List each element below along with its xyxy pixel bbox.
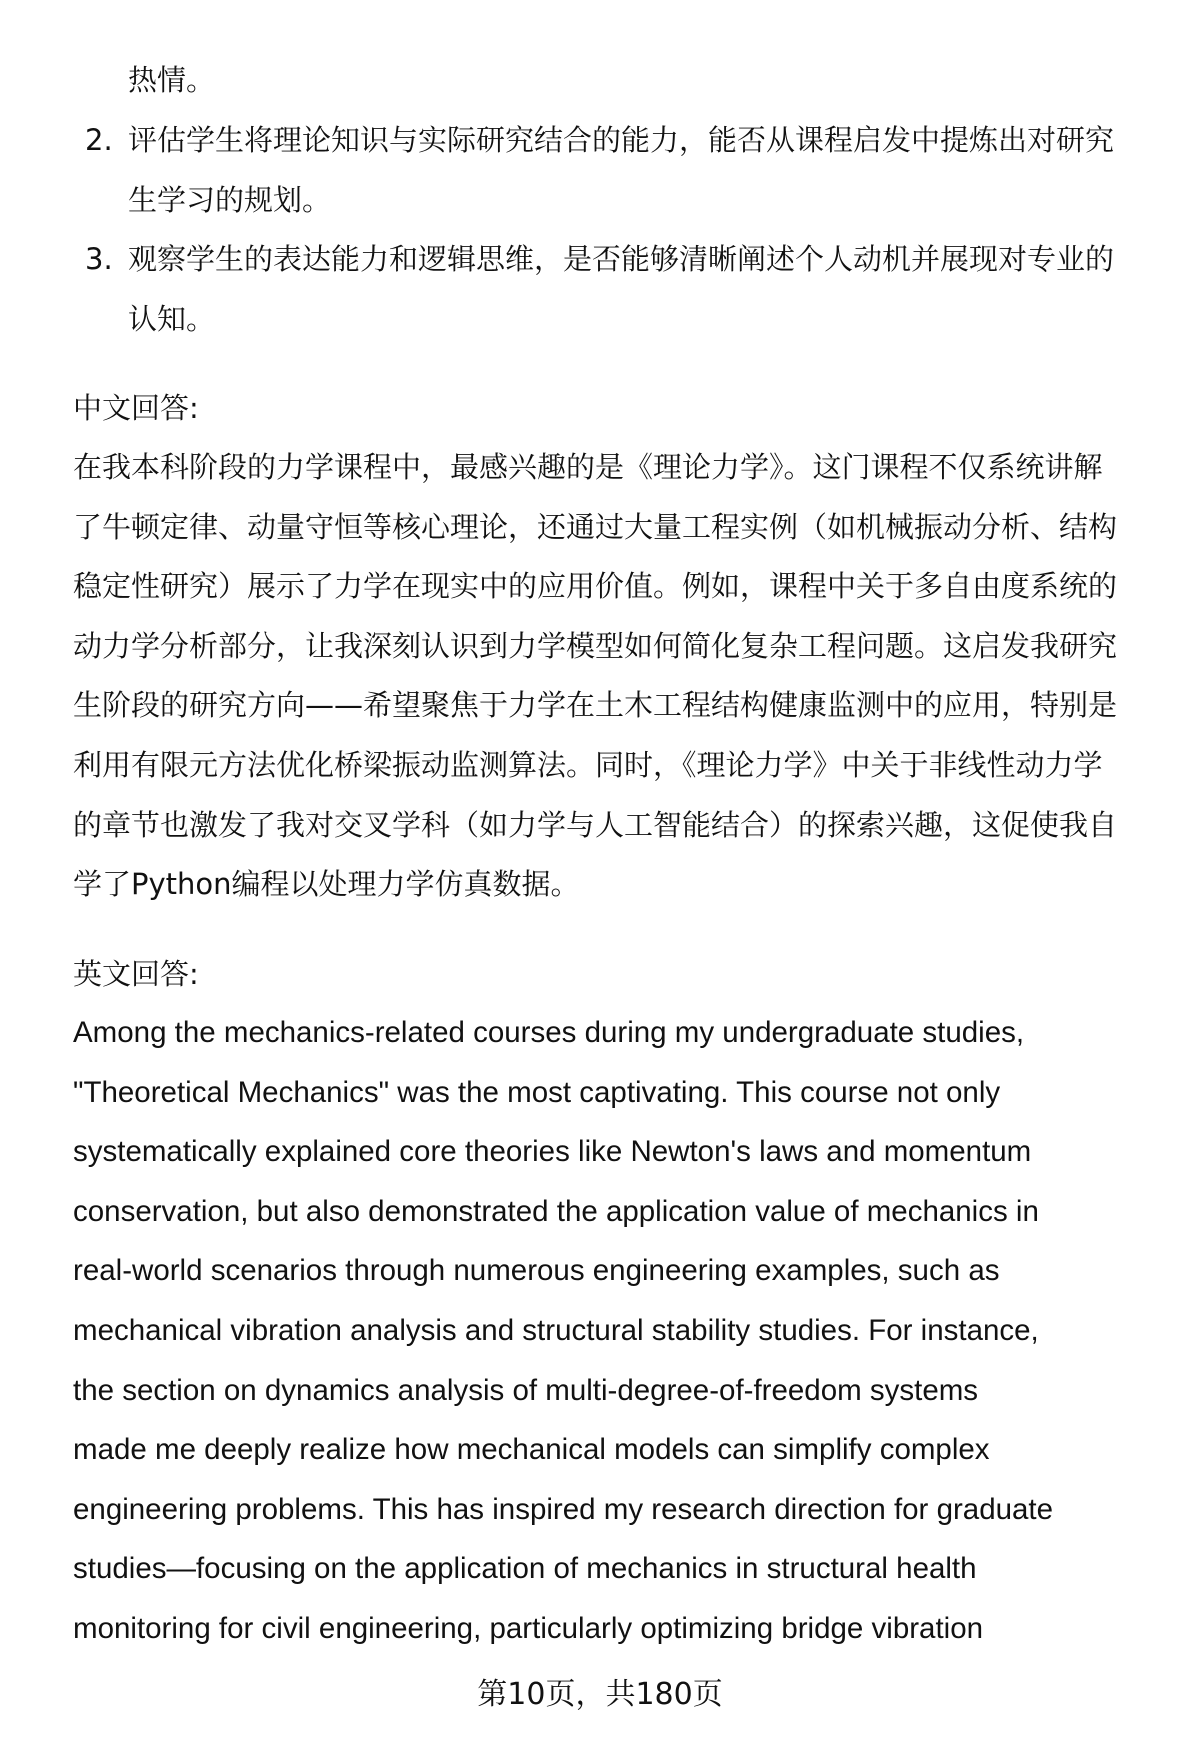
list-item-line: 认知。	[128, 302, 216, 336]
paragraph-line: "Theoretical Mechanics" was the most captivating. This course not only	[73, 1075, 1001, 1109]
list-item-line: 生学习的规划。	[128, 183, 332, 217]
paragraph-line: 动力学分析部分，让我深刻认识到力学模型如何简化复杂工程问题。这启发我研究	[73, 628, 1118, 663]
paragraph-line: conservation, but also demonstrated the application value of mechanics in	[73, 1194, 1039, 1228]
page-number-footer: 第10页，共180页	[477, 1677, 723, 1712]
list-item-line: 观察学生的表达能力和逻辑思维，是否能够清晰阐述个人动机并展现对专业的	[128, 242, 1115, 276]
paragraph-line: 在我本科阶段的力学课程中，最感兴趣的是《理论力学》。这门课程不仅系统讲解	[73, 450, 1103, 484]
paragraph-line: systematically explained core theories like Newton's laws and momentum	[73, 1135, 1032, 1169]
paragraph-line: studies—focusing on the application of mechanics in structural health	[73, 1552, 977, 1586]
list-continuation: 热情。	[128, 63, 216, 97]
list-number: 3.	[85, 242, 113, 276]
chinese-answer-heading: 中文回答:	[73, 391, 199, 425]
paragraph-line: engineering problems. This has inspired my research direction for graduate	[73, 1492, 1054, 1526]
list-item-line: 评估学生将理论知识与实际研究结合的能力，能否从课程启发中提炼出对研究	[128, 123, 1115, 157]
paragraph-line: monitoring for civil engineering, particularly optimizing bridge vibration	[73, 1612, 984, 1645]
paragraph-line: 了牛顿定律、动量守恒等核心理论，还通过大量工程实例（如机械振动分析、结构	[73, 509, 1118, 544]
paragraph-line: 利用有限元方法优化桥梁振动监测算法。同时，《理论力学》中关于非线性动力学	[73, 748, 1103, 782]
paragraph-line: mechanical vibration analysis and structural stability studies. For instance,	[73, 1314, 1039, 1347]
paragraph-line: 稳定性研究）展示了力学在现实中的应用价值。例如，课程中关于多自由度系统的	[73, 569, 1118, 604]
paragraph-line: Among the mechanics-related courses during my undergraduate studies,	[73, 1016, 1025, 1049]
paragraph-line: the section on dynamics analysis of multi-degree-of-freedom systems	[73, 1373, 979, 1407]
paragraph-line: real-world scenarios through numerous engineering examples, such as	[73, 1254, 1000, 1288]
english-answer-heading: 英文回答:	[73, 957, 199, 991]
paragraph-line: made me deeply realize how mechanical models can simplify complex	[73, 1433, 990, 1467]
list-number: 2.	[85, 123, 113, 157]
paragraph-line: 学了Python编程以处理力学仿真数据。	[73, 867, 580, 902]
paragraph-line: 生阶段的研究方向——希望聚焦于力学在土木工程结构健康监测中的应用，特别是	[73, 688, 1118, 723]
paragraph-line: 的章节也激发了我对交叉学科（如力学与人工智能结合）的探索兴趣，这促使我自	[73, 807, 1118, 842]
